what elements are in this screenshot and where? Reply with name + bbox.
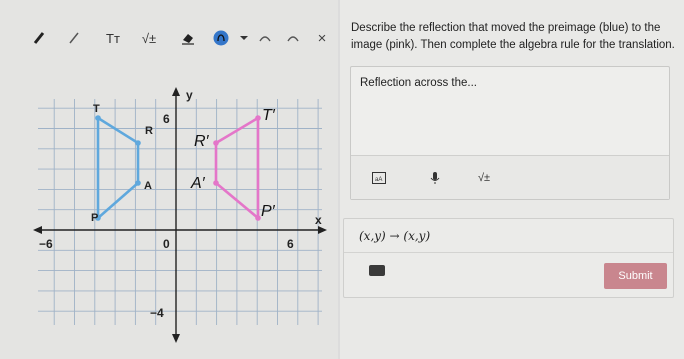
preimage-shape xyxy=(98,118,138,218)
close-icon: × xyxy=(317,29,327,47)
answer-textbox[interactable] xyxy=(350,66,670,200)
algebra-rule-text[interactable]: (x,y) → (x,y) xyxy=(359,229,431,243)
drawing-toolbar xyxy=(0,20,338,56)
point-A xyxy=(135,180,141,186)
label-P-prime: P′ xyxy=(261,203,275,220)
graph-canvas[interactable] xyxy=(0,60,338,359)
undo-icon[interactable] xyxy=(252,26,278,50)
point-R xyxy=(135,140,141,146)
answer-toolbar xyxy=(351,155,669,199)
microphone-icon[interactable] xyxy=(424,169,446,187)
x-axis-label: x xyxy=(315,213,322,227)
line-icon[interactable] xyxy=(61,26,87,50)
label-P: P xyxy=(91,212,99,224)
label-R: R xyxy=(145,125,153,137)
tick-neg6-x: −6 xyxy=(39,237,53,251)
point-P-prime xyxy=(255,215,261,221)
keyboard-icon[interactable] xyxy=(369,265,385,276)
tick-6-x: 6 xyxy=(287,237,294,251)
math-tool-label: √± xyxy=(141,30,157,46)
label-A: A xyxy=(144,180,152,192)
question-prompt: Describe the reflection that moved the preimage (blue) to the image (pink). Then complete the algebra rule for the translation. xyxy=(351,22,675,51)
rule-divider xyxy=(344,252,673,253)
eraser-icon[interactable] xyxy=(175,26,201,50)
label-T: T xyxy=(93,103,100,115)
point-T xyxy=(95,115,101,121)
tick-0: 0 xyxy=(163,237,170,251)
point-A-prime xyxy=(213,180,219,186)
submit-button[interactable]: Submit xyxy=(604,263,667,289)
x-axis-arrow-left xyxy=(33,226,42,234)
tick-neg4-y: −4 xyxy=(150,306,164,320)
redo-icon[interactable] xyxy=(280,26,306,50)
text-tool-label: Tт xyxy=(106,30,120,46)
pen-icon[interactable] xyxy=(26,26,52,50)
coordinate-graph xyxy=(0,60,338,359)
math-input-button[interactable] xyxy=(473,169,495,187)
point-T-prime xyxy=(255,115,261,121)
text-tool-button[interactable] xyxy=(100,26,126,50)
algebra-rule-box[interactable] xyxy=(343,218,674,298)
label-T-prime: T′ xyxy=(262,107,275,124)
answer-text[interactable]: Reflection across the... xyxy=(360,77,477,89)
tick-6-y: 6 xyxy=(163,112,170,126)
y-axis-label: y xyxy=(186,88,193,102)
x-axis-arrow-right xyxy=(318,226,327,234)
clear-button[interactable] xyxy=(309,26,335,50)
y-axis-arrow-down xyxy=(172,334,180,343)
label-R-prime: R′ xyxy=(194,133,209,150)
math-input-label: √± xyxy=(477,172,491,184)
label-A-prime: A′ xyxy=(191,175,205,192)
point-R-prime xyxy=(213,140,219,146)
math-tool-button[interactable] xyxy=(136,26,162,50)
y-axis-arrow-up xyxy=(172,87,180,96)
text-format-icon[interactable] xyxy=(368,169,390,187)
grid-lines xyxy=(38,99,322,325)
svg-text:aA: aA xyxy=(375,177,383,183)
